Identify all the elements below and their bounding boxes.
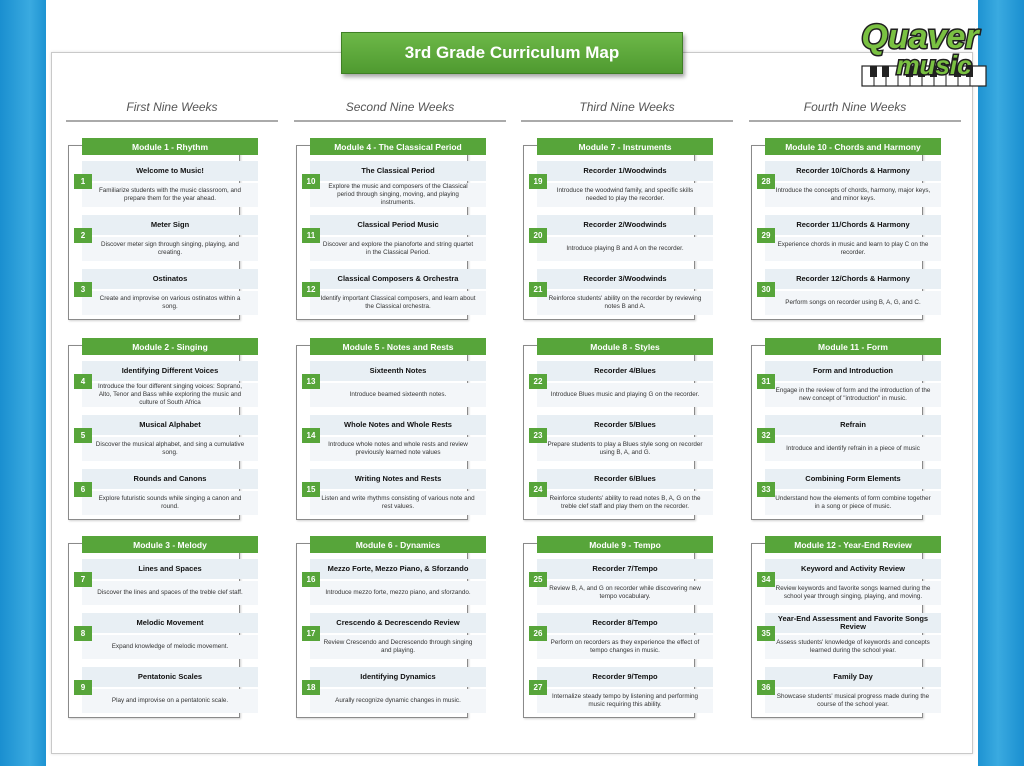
lesson-description: Prepare students to play a Blues style song on recorder using B, A, and G. xyxy=(537,437,713,461)
lesson-title: Welcome to Music! xyxy=(82,161,258,181)
lesson-description: Discover and explore the pianoforte and string quartet in the Classical Period. xyxy=(310,237,486,261)
column-header: Fourth Nine Weeks xyxy=(749,100,961,122)
lesson-number-badge: 13 xyxy=(302,374,320,389)
module-card xyxy=(523,539,701,718)
lesson-title: Recorder 2/Woodwinds xyxy=(537,215,713,235)
lesson-number-badge: 15 xyxy=(302,482,320,497)
lesson-title: Melodic Movement xyxy=(82,613,258,633)
lesson-number-badge: 4 xyxy=(74,374,92,389)
lesson-number-badge: 6 xyxy=(74,482,92,497)
lesson-description: Discover the lines and spaces of the treble clef staff. xyxy=(82,581,258,605)
lesson-number-badge: 35 xyxy=(757,626,775,641)
module-title: Module 7 - Instruments xyxy=(537,138,713,155)
lesson-description: Listen and write rhythms consisting of various note and rest values. xyxy=(310,491,486,515)
lesson-description: Identify important Classical composers, and learn about the Classical orchestra. xyxy=(310,291,486,315)
lesson-number-badge: 28 xyxy=(757,174,775,189)
lesson-number-badge: 24 xyxy=(529,482,547,497)
lesson-number-badge: 22 xyxy=(529,374,547,389)
lesson-description: Experience chords in music and learn to play C on the recorder. xyxy=(765,237,941,261)
lesson-description: Introduce Blues music and playing G on the recorder. xyxy=(537,383,713,407)
lesson-description: Understand how the elements of form combine together in a song or piece of music. xyxy=(765,491,941,515)
lesson-title: Pentatonic Scales xyxy=(82,667,258,687)
lesson-number-badge: 20 xyxy=(529,228,547,243)
lesson-title: Combining Form Elements xyxy=(765,469,941,489)
lesson-title: Rounds and Canons xyxy=(82,469,258,489)
module-card xyxy=(68,539,243,718)
lesson-title: Form and Introduction xyxy=(765,361,941,381)
lesson-description: Review B, A, and G on recorder while discovering new tempo vocabulary. xyxy=(537,581,713,605)
lesson-number-badge: 26 xyxy=(529,626,547,641)
lesson-description: Aurally recognize dynamic changes in music. xyxy=(310,689,486,713)
module-card xyxy=(68,141,242,320)
lesson-description: Introduce the concepts of chords, harmony, major keys, and minor keys. xyxy=(765,183,941,207)
lesson-description: Explore futuristic sounds while singing a canon and round. xyxy=(82,491,258,515)
lesson-description: Assess students' knowledge of keywords and concepts learned during the school year. xyxy=(765,635,941,659)
module-title: Module 5 - Notes and Rests xyxy=(310,338,486,355)
lesson-title: Recorder 7/Tempo xyxy=(537,559,713,579)
module-card xyxy=(296,141,476,320)
module-title: Module 10 - Chords and Harmony xyxy=(765,138,941,155)
lesson-number-badge: 23 xyxy=(529,428,547,443)
lesson-description: Discover the musical alphabet, and sing a cumulative song. xyxy=(82,437,258,461)
lesson-description: Review keywords and favorite songs learned during the school year through singing, playing, and moving. xyxy=(765,581,941,605)
module-card xyxy=(296,539,473,718)
lesson-title: Lines and Spaces xyxy=(82,559,258,579)
lesson-title: Recorder 10/Chords & Harmony xyxy=(765,161,941,181)
lesson-description: Introduce whole notes and whole rests and review previously learned note values xyxy=(310,437,486,461)
lesson-description: Introduce the woodwind family, and specific skills needed to play the recorder. xyxy=(537,183,713,207)
lesson-number-badge: 32 xyxy=(757,428,775,443)
lesson-title: Keyword and Activity Review xyxy=(765,559,941,579)
lesson-description: Engage in the review of form and the introduction of the new concept of "introduction" in music. xyxy=(765,383,941,407)
module-card xyxy=(751,341,931,520)
lesson-description: Reinforce students' ability on the recorder by reviewing notes B and A. xyxy=(537,291,713,315)
right-side-stripe xyxy=(978,0,1024,766)
lesson-number-badge: 30 xyxy=(757,282,775,297)
module-title: Module 4 - The Classical Period xyxy=(310,138,486,155)
lesson-description: Explore the music and composers of the Classical period through singing, moving, and playing instruments. xyxy=(310,183,486,207)
lesson-description: Familiarize students with the music classroom, and prepare them for the year ahead. xyxy=(82,183,258,207)
lesson-number-badge: 10 xyxy=(302,174,320,189)
lesson-number-badge: 9 xyxy=(74,680,92,695)
lesson-title: Recorder 12/Chords & Harmony xyxy=(765,269,941,289)
lesson-number-badge: 3 xyxy=(74,282,92,297)
lesson-title: The Classical Period xyxy=(310,161,486,181)
lesson-description: Discover meter sign through singing, playing, and creating. xyxy=(82,237,258,261)
lesson-number-badge: 31 xyxy=(757,374,775,389)
lesson-number-badge: 36 xyxy=(757,680,775,695)
page xyxy=(46,0,978,766)
lesson-number-badge: 14 xyxy=(302,428,320,443)
lesson-title: Refrain xyxy=(765,415,941,435)
lesson-title: Ostinatos xyxy=(82,269,258,289)
lesson-number-badge: 7 xyxy=(74,572,92,587)
module-title: Module 11 - Form xyxy=(765,338,941,355)
lesson-title: Family Day xyxy=(765,667,941,687)
lesson-number-badge: 2 xyxy=(74,228,92,243)
module-title: Module 9 - Tempo xyxy=(537,536,713,553)
module-title: Module 12 - Year-End Review xyxy=(765,536,941,553)
lesson-title: Sixteenth Notes xyxy=(310,361,486,381)
lesson-number-badge: 11 xyxy=(302,228,320,243)
lesson-number-badge: 18 xyxy=(302,680,320,695)
lesson-title: Recorder 4/Blues xyxy=(537,361,713,381)
lesson-title: Writing Notes and Rests xyxy=(310,469,486,489)
lesson-description: Internalize steady tempo by listening and performing music requiring this ability. xyxy=(537,689,713,713)
lesson-title: Recorder 6/Blues xyxy=(537,469,713,489)
lesson-description: Play and improvise on a pentatonic scale. xyxy=(82,689,258,713)
module-title: Module 6 - Dynamics xyxy=(310,536,486,553)
lesson-description: Perform songs on recorder using B, A, G, and C. xyxy=(765,291,941,315)
lesson-number-badge: 17 xyxy=(302,626,320,641)
module-title: Module 8 - Styles xyxy=(537,338,713,355)
column-header: Third Nine Weeks xyxy=(521,100,733,122)
module-card xyxy=(523,141,702,320)
lesson-number-badge: 8 xyxy=(74,626,92,641)
module-card xyxy=(523,341,703,520)
lesson-number-badge: 12 xyxy=(302,282,320,297)
module-card xyxy=(751,141,931,320)
lesson-title: Mezzo Forte, Mezzo Piano, & Sforzando xyxy=(310,559,486,579)
lesson-title: Recorder 8/Tempo xyxy=(537,613,713,633)
lesson-description: Create and improvise on various ostinatos within a song. xyxy=(82,291,258,315)
lesson-title: Musical Alphabet xyxy=(82,415,258,435)
lesson-description: Introduce beamed sixteenth notes. xyxy=(310,383,486,407)
lesson-title: Recorder 3/Woodwinds xyxy=(537,269,713,289)
svg-text:Quaver: Quaver xyxy=(861,18,979,56)
lesson-number-badge: 16 xyxy=(302,572,320,587)
lesson-description: Introduce and identify refrain in a piece of music xyxy=(765,437,941,461)
lesson-number-badge: 19 xyxy=(529,174,547,189)
lesson-description: Review Crescendo and Decrescendo through singing and playing. xyxy=(310,635,486,659)
lesson-number-badge: 29 xyxy=(757,228,775,243)
lesson-title: Recorder 1/Woodwinds xyxy=(537,161,713,181)
module-title: Module 1 - Rhythm xyxy=(82,138,258,155)
quaver-music-logo xyxy=(822,8,1012,94)
lesson-title: Recorder 9/Tempo xyxy=(537,667,713,687)
lesson-title: Recorder 11/Chords & Harmony xyxy=(765,215,941,235)
column-header: First Nine Weeks xyxy=(66,100,278,122)
column-header: Second Nine Weeks xyxy=(294,100,506,122)
module-title: Module 3 - Melody xyxy=(82,536,258,553)
lesson-description: Perform on recorders as they experience the effect of tempo changes in music. xyxy=(537,635,713,659)
lesson-title: Meter Sign xyxy=(82,215,258,235)
lesson-title: Crescendo & Decrescendo Review xyxy=(310,613,486,633)
page-title: 3rd Grade Curriculum Map xyxy=(341,32,683,74)
lesson-description: Introduce mezzo forte, mezzo piano, and sforzando. xyxy=(310,581,486,605)
lesson-description: Introduce playing B and A on the recorder. xyxy=(537,237,713,261)
lesson-title: Identifying Dynamics xyxy=(310,667,486,687)
lesson-description: Reinforce students' ability to read notes B, A, G on the treble clef staff and play them on the recorder. xyxy=(537,491,713,515)
lesson-number-badge: 25 xyxy=(529,572,547,587)
module-title: Module 2 - Singing xyxy=(82,338,258,355)
svg-text:music: music xyxy=(896,50,972,80)
lesson-title: Identifying Different Voices xyxy=(82,361,258,381)
lesson-description: Showcase students' musical progress made during the course of the school year. xyxy=(765,689,941,713)
lesson-number-badge: 34 xyxy=(757,572,775,587)
module-card xyxy=(751,539,931,718)
lesson-title: Whole Notes and Whole Rests xyxy=(310,415,486,435)
module-card xyxy=(296,341,475,520)
lesson-title: Classical Period Music xyxy=(310,215,486,235)
lesson-number-badge: 33 xyxy=(757,482,775,497)
lesson-number-badge: 27 xyxy=(529,680,547,695)
module-card xyxy=(68,341,245,520)
lesson-number-badge: 1 xyxy=(74,174,92,189)
lesson-title: Classical Composers & Orchestra xyxy=(310,269,486,289)
lesson-title: Recorder 5/Blues xyxy=(537,415,713,435)
lesson-title: Year-End Assessment and Favorite Songs Review xyxy=(765,613,941,633)
lesson-number-badge: 5 xyxy=(74,428,92,443)
lesson-description: Introduce the four different singing voices: Soprano, Alto, Tenor and Bass while exploring the music and culture of South Africa xyxy=(82,383,258,407)
lesson-number-badge: 21 xyxy=(529,282,547,297)
lesson-description: Expand knowledge of melodic movement. xyxy=(82,635,258,659)
